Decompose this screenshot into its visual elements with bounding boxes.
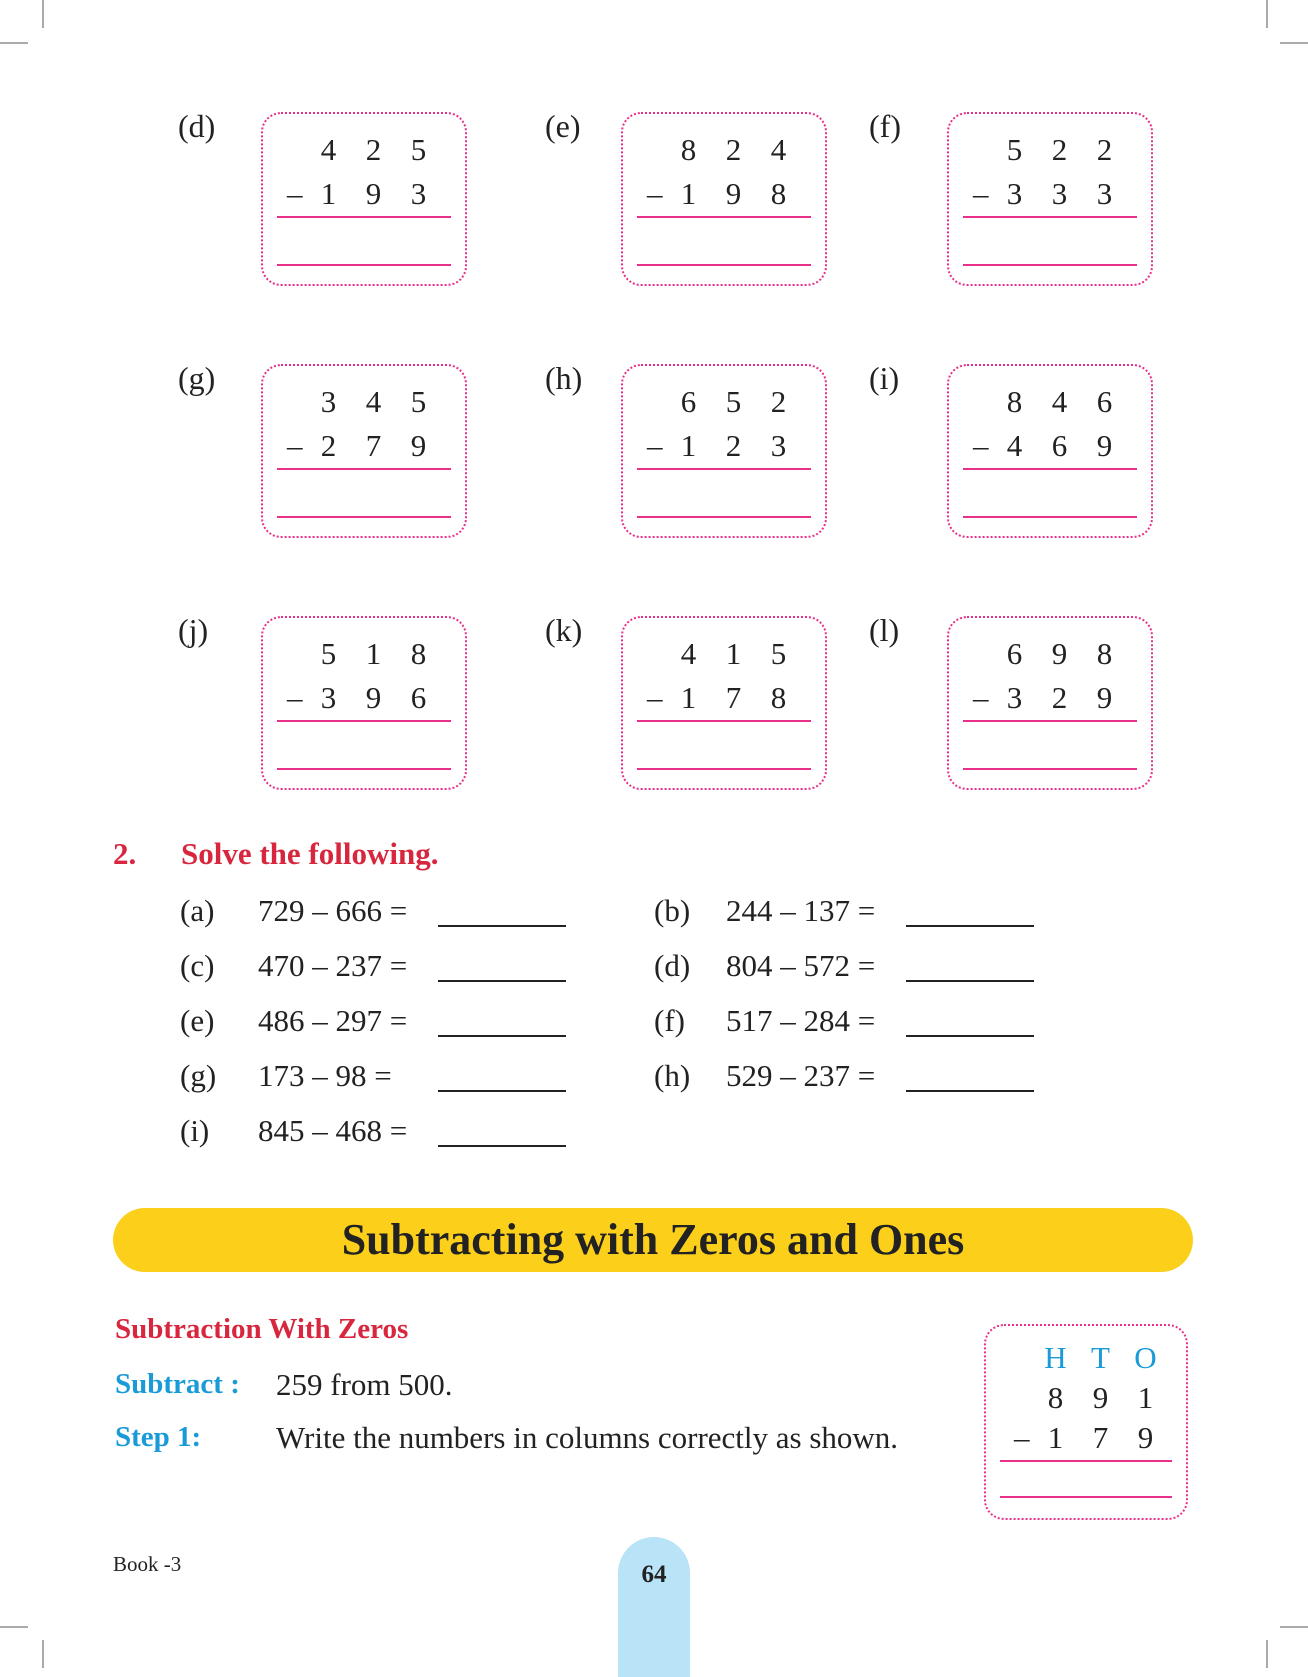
crop-mark	[42, 1640, 44, 1668]
answer-blank[interactable]	[438, 980, 566, 982]
digit: 8	[1096, 636, 1113, 671]
digit: 1	[680, 428, 697, 463]
bottom-number	[666, 680, 801, 716]
equation-expression: 486 – 297 =	[258, 1003, 408, 1038]
bottom-number	[666, 176, 801, 212]
digit: 1	[320, 176, 337, 211]
chapter-banner: Subtracting with Zeros and Ones	[113, 1208, 1193, 1272]
answer-line[interactable]	[637, 516, 811, 518]
minus-sign: –	[287, 680, 303, 715]
digit: 3	[770, 428, 787, 463]
digit: 9	[365, 680, 382, 715]
digit: 8	[1006, 384, 1023, 419]
top-number	[306, 636, 441, 672]
tens-header: T	[1091, 1340, 1110, 1375]
crop-mark	[0, 42, 28, 44]
equation-label: (i)	[180, 1113, 210, 1148]
rule-line	[277, 216, 451, 218]
digit: 9	[410, 428, 427, 463]
answer-blank[interactable]	[906, 1090, 1034, 1092]
problem-box	[621, 112, 827, 286]
minus-sign: –	[647, 176, 663, 211]
equation-expression: 529 – 237 =	[726, 1058, 876, 1093]
answer-line[interactable]	[1000, 1496, 1172, 1498]
equation-label: (f)	[654, 1003, 685, 1038]
digit: 9	[1137, 1420, 1154, 1455]
problem-label: (j)	[178, 612, 209, 648]
top-number	[666, 132, 801, 168]
subtract-label: Subtract :	[115, 1368, 240, 1400]
digit: 6	[1096, 384, 1113, 419]
equation-expression: 845 – 468 =	[258, 1113, 408, 1148]
problem-label: (f)	[869, 108, 901, 144]
digit: 4	[1006, 428, 1023, 463]
hundreds-header: H	[1044, 1340, 1067, 1375]
digit: 3	[1051, 176, 1068, 211]
rule-line	[277, 720, 451, 722]
answer-line[interactable]	[963, 768, 1137, 770]
digit: 6	[1051, 428, 1068, 463]
problem-box	[621, 364, 827, 538]
equation-expression: 470 – 237 =	[258, 948, 408, 983]
digit: 3	[410, 176, 427, 211]
digit: 8	[770, 176, 787, 211]
digit: 3	[1006, 176, 1023, 211]
problem-label: (g)	[178, 360, 216, 396]
top-number	[306, 384, 441, 420]
equation-expression: 244 – 137 =	[726, 893, 876, 928]
top-number	[666, 384, 801, 420]
digit: 5	[1006, 132, 1023, 167]
rule-line	[1000, 1460, 1172, 1462]
answer-line[interactable]	[963, 516, 1137, 518]
answer-line[interactable]	[277, 516, 451, 518]
problem-label: (l)	[869, 612, 900, 648]
equation-label: (a)	[180, 893, 215, 928]
digit: 6	[410, 680, 427, 715]
bottom-number	[992, 428, 1127, 464]
digit: 9	[1092, 1380, 1109, 1415]
equation-label: (g)	[180, 1058, 217, 1093]
digit: 5	[725, 384, 742, 419]
digit: 4	[1051, 384, 1068, 419]
problem-label: (d)	[178, 108, 216, 144]
top-number	[666, 636, 801, 672]
minus-sign: –	[647, 680, 663, 715]
problem-box	[261, 616, 467, 790]
top-number	[992, 132, 1127, 168]
digit: 2	[1051, 132, 1068, 167]
equation-label: (b)	[654, 893, 691, 928]
problem-label: (i)	[869, 360, 900, 396]
answer-line[interactable]	[277, 264, 451, 266]
digit: 8	[680, 132, 697, 167]
rule-line	[277, 468, 451, 470]
hto-top-number	[1033, 1380, 1168, 1416]
problem-label: (e)	[545, 108, 581, 144]
digit: 1	[1047, 1420, 1064, 1455]
digit: 7	[365, 428, 382, 463]
rule-line	[963, 216, 1137, 218]
digit: 9	[1051, 636, 1068, 671]
problem-box	[947, 112, 1153, 286]
digit: 4	[320, 132, 337, 167]
minus-sign: –	[973, 680, 989, 715]
problem-box	[947, 616, 1153, 790]
equation-expression: 729 – 666 =	[258, 893, 408, 928]
equation-label: (h)	[654, 1058, 691, 1093]
problem-box	[621, 616, 827, 790]
answer-line[interactable]	[637, 264, 811, 266]
equation-expression: 804 – 572 =	[726, 948, 876, 983]
digit: 5	[320, 636, 337, 671]
crop-mark	[42, 0, 44, 28]
digit: 9	[365, 176, 382, 211]
rule-line	[637, 216, 811, 218]
answer-blank[interactable]	[906, 980, 1034, 982]
digit: 6	[1006, 636, 1023, 671]
digit: 1	[725, 636, 742, 671]
answer-line[interactable]	[277, 768, 451, 770]
crop-mark	[0, 1626, 28, 1628]
bottom-number	[306, 176, 441, 212]
digit: 1	[365, 636, 382, 671]
digit: 4	[365, 384, 382, 419]
rule-line	[637, 468, 811, 470]
digit: 2	[365, 132, 382, 167]
answer-blank[interactable]	[906, 925, 1034, 927]
digit: 8	[1047, 1380, 1064, 1415]
digit: 5	[410, 384, 427, 419]
top-number	[306, 132, 441, 168]
answer-blank[interactable]	[906, 1035, 1034, 1037]
digit: 2	[725, 132, 742, 167]
section-title: Solve the following.	[181, 836, 439, 871]
minus-sign: –	[973, 428, 989, 463]
answer-blank[interactable]	[438, 1035, 566, 1037]
page-number: 64	[618, 1537, 690, 1677]
answer-line[interactable]	[637, 768, 811, 770]
digit: 8	[410, 636, 427, 671]
digit: 5	[410, 132, 427, 167]
digit: 4	[680, 636, 697, 671]
problem-box	[261, 364, 467, 538]
equation-expression: 173 – 98 =	[258, 1058, 392, 1093]
problem-label: (k)	[545, 612, 583, 648]
digit: 1	[1137, 1380, 1154, 1415]
problem-box	[261, 112, 467, 286]
digit: 2	[1096, 132, 1113, 167]
hto-example-box	[984, 1324, 1188, 1520]
minus-sign: –	[973, 176, 989, 211]
bottom-number	[992, 680, 1127, 716]
minus-sign: –	[647, 428, 663, 463]
bottom-number	[992, 176, 1127, 212]
digit: 3	[320, 680, 337, 715]
hto-headers	[1033, 1340, 1168, 1376]
answer-blank[interactable]	[438, 1145, 566, 1147]
digit: 7	[725, 680, 742, 715]
equation-label: (c)	[180, 948, 215, 983]
digit: 3	[320, 384, 337, 419]
bottom-number	[306, 680, 441, 716]
problem-box	[947, 364, 1153, 538]
digit: 4	[770, 132, 787, 167]
book-label: Book -3	[113, 1552, 182, 1576]
crop-mark	[1266, 0, 1268, 28]
digit: 5	[770, 636, 787, 671]
bottom-number	[666, 428, 801, 464]
top-number	[992, 384, 1127, 420]
hto-bottom-number	[1033, 1420, 1168, 1456]
digit: 1	[680, 680, 697, 715]
answer-blank[interactable]	[438, 1090, 566, 1092]
digit: 9	[1096, 428, 1113, 463]
rule-line	[637, 720, 811, 722]
equation-label: (d)	[654, 948, 691, 983]
bottom-number	[306, 428, 441, 464]
step1-label: Step 1:	[115, 1421, 202, 1453]
answer-line[interactable]	[963, 264, 1137, 266]
top-number	[992, 636, 1127, 672]
crop-mark	[1280, 42, 1308, 44]
section-number: 2.	[113, 836, 137, 871]
digit: 2	[1051, 680, 1068, 715]
digit: 8	[770, 680, 787, 715]
subtract-text: 259 from 500.	[276, 1367, 453, 1402]
digit: 9	[725, 176, 742, 211]
minus-sign: –	[1014, 1420, 1030, 1455]
digit: 6	[680, 384, 697, 419]
minus-sign: –	[287, 176, 303, 211]
section-2-heading	[113, 836, 438, 872]
digit: 1	[680, 176, 697, 211]
equation-expression: 517 – 284 =	[726, 1003, 876, 1038]
digit: 2	[725, 428, 742, 463]
equation-label: (e)	[180, 1003, 215, 1038]
step1-text: Write the numbers in columns correctly as shown.	[276, 1420, 899, 1455]
subtraction-zeros-heading: Subtraction With Zeros	[115, 1313, 409, 1345]
answer-blank[interactable]	[438, 925, 566, 927]
digit: 7	[1092, 1420, 1109, 1455]
problem-label: (h)	[545, 360, 583, 396]
digit: 3	[1096, 176, 1113, 211]
ones-header: O	[1134, 1340, 1157, 1375]
rule-line	[963, 720, 1137, 722]
minus-sign: –	[287, 428, 303, 463]
digit: 3	[1006, 680, 1023, 715]
crop-mark	[1280, 1626, 1308, 1628]
digit: 9	[1096, 680, 1113, 715]
crop-mark	[1266, 1640, 1268, 1668]
digit: 2	[770, 384, 787, 419]
digit: 2	[320, 428, 337, 463]
rule-line	[963, 468, 1137, 470]
